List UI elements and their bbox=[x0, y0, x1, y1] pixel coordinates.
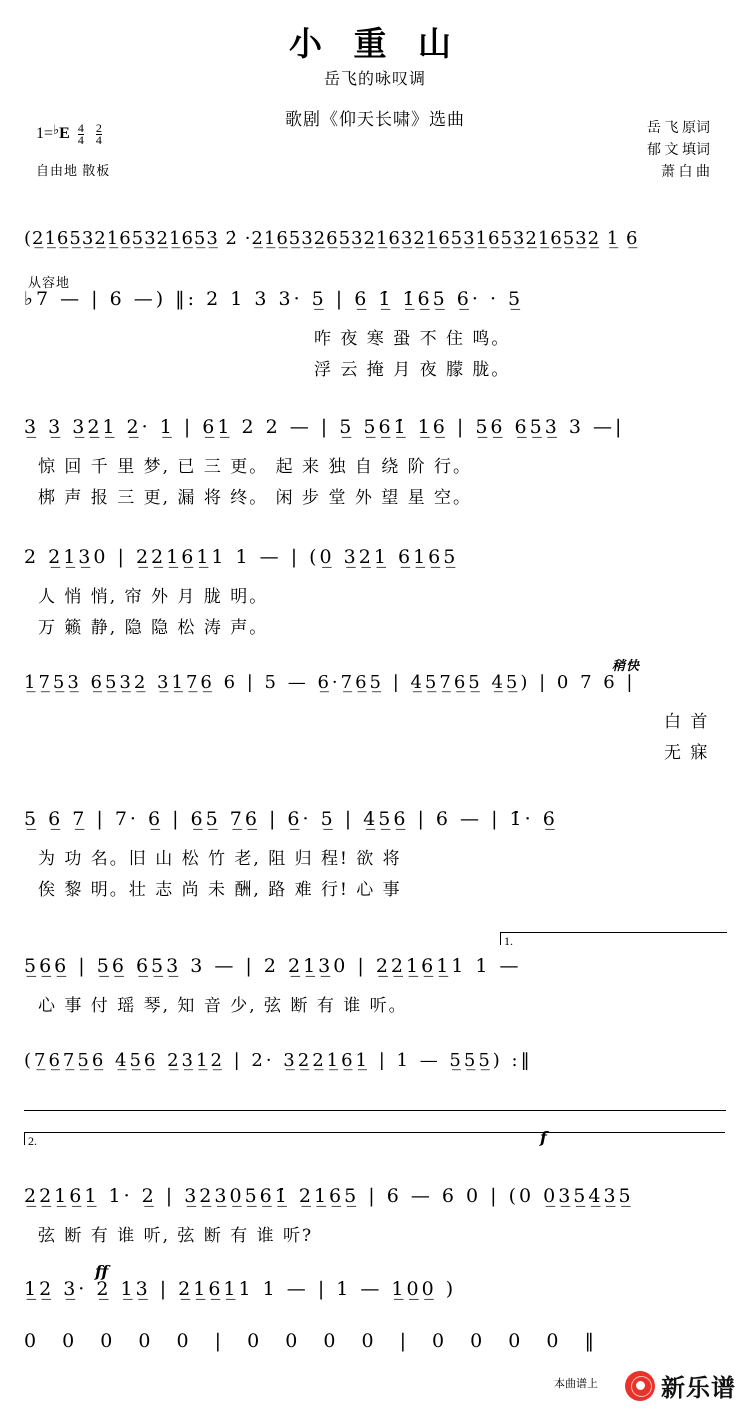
meter-4-4: $\frac{4}{4}$ bbox=[77, 120, 84, 147]
music-system-6 bbox=[24, 808, 724, 900]
lyric-row: 万 籁 静, 隐 隐 松 涛 声。 bbox=[38, 618, 269, 638]
music-system-9 bbox=[24, 1185, 724, 1246]
credit-lyricist: 郁 文 填词 bbox=[647, 143, 710, 158]
note-row: 2 2̲1̲3̲0 | 2̲2̲1̲6̲1̲1 1 — | (0̲ 3̲2̲1̲ 6̲1̲6̲5̲ bbox=[24, 546, 459, 568]
lyric-row: 心 事 付 瑶 琴, 知 音 少, 弦 断 有 谁 听。 bbox=[38, 996, 408, 1016]
music-system-5 bbox=[24, 672, 724, 763]
lyric-row: 无 寐 bbox=[664, 743, 710, 763]
vinyl-disc-icon bbox=[625, 1371, 655, 1401]
note-row: 2̲2̲1̲6̲1̲ 1· 2̲ | 3̲2̲3̲0̲5̲6̲1̲̇ 2̲1̲6̲5̲ | 6 — 6 0 | (0 0̲3̲5̲4̲3̲5̲ bbox=[24, 1185, 634, 1207]
note-row: 0 0 0 0 0 | 0 0 0 0 | 0 0 0 0 ‖ bbox=[24, 1330, 605, 1352]
subtitle-aria: 岳飞的咏叹调 bbox=[323, 71, 426, 88]
site-logo[interactable] bbox=[625, 1368, 736, 1403]
lyric-row: 人 悄 悄, 帘 外 月 胧 明。 bbox=[38, 587, 269, 607]
lyric-row: 咋 夜 寒 蛩 不 住 鸣。 bbox=[314, 329, 511, 349]
note-row: 1̲7̲5̲3̲ 6̲5̲3̲2̲ 3̲1̲7̲6̲ 6 | 5 — 6̲·7̲6̲5̲ | 4̲5̲7̲6̲5̲ 4̲5̲) | 0 7 6 | bbox=[24, 672, 636, 693]
key-label: 1= bbox=[36, 125, 54, 142]
note-row: 5̲ 6̲ 7̲ | 7· 6̲ | 6̲5̲ 7̲6̲ | 6̲· 5̲ | 4̲5̲6̲ | 6 — | 1̇· 6̲ bbox=[24, 808, 558, 830]
meter-2-4: $\frac{2}{4}$ bbox=[95, 120, 102, 147]
music-system-1 bbox=[24, 228, 724, 249]
note-row: 3̲ 3̲ 3̲2̲1̲ 2̲· 1̲ | 6̲1̲ 2 2 — | 5̲ 5̲6̲1̲̇ 1̲6̲ | 5̲6̲ 6̲5̲3̲ 3 —| bbox=[24, 416, 625, 438]
lyric-row: 弦 断 有 谁 听, 弦 断 有 谁 听? bbox=[38, 1226, 314, 1246]
music-system-8 bbox=[24, 1050, 724, 1071]
lyric-row: 惊 回 千 里 梦, 已 三 更。 起 来 独 自 绕 阶 行。 bbox=[38, 457, 473, 477]
dynamic-fortissimo: ff bbox=[95, 1262, 109, 1281]
note-row: (7̲6̲7̲5̲6̲ 4̲5̲6̲ 2̲3̲1̲2̲ | 2· 3̲2̲2̲1̲6̲1̲ | 1 — 5̲5̲5̲) :‖ bbox=[24, 1050, 533, 1071]
lyric-row: 俟 黎 明。壮 志 尚 未 酬, 路 难 行! 心 事 bbox=[38, 880, 402, 900]
flat-symbol: ♭ bbox=[53, 122, 60, 137]
logo-label: 新乐谱 bbox=[661, 1373, 736, 1402]
credit-composer: 萧 白 曲 bbox=[661, 165, 710, 180]
key-signature bbox=[36, 122, 106, 146]
music-system-4 bbox=[24, 546, 724, 638]
key-note: E bbox=[59, 125, 70, 142]
volta-bracket-1 bbox=[500, 932, 727, 945]
credits bbox=[647, 118, 710, 184]
lyric-row: 浮 云 掩 月 夜 朦 胧。 bbox=[314, 360, 511, 380]
tempo-marking-free: 自由地 散板 bbox=[36, 163, 111, 178]
music-system-10 bbox=[24, 1278, 724, 1300]
lyric-row: 为 功 名。旧 山 松 竹 老, 阻 归 程! 欲 将 bbox=[38, 849, 402, 869]
footer-note: 本曲谱上 bbox=[554, 1378, 598, 1390]
note-row: ♭7 — | 6 —) ‖: 2 1 3 3· 5̲ | 6̲ 1̲̇ 1̲̇6̲5̲ 6̲· · 5̲ bbox=[24, 288, 524, 310]
music-system-11 bbox=[24, 1330, 724, 1352]
section-divider bbox=[24, 1110, 726, 1111]
credit-lyricist-original: 岳 飞 原词 bbox=[647, 121, 710, 136]
dynamic-forte: f bbox=[540, 1128, 547, 1147]
note-row: 1̲2̲ 3̲· 2̲ 1̲3̲ | 2̲1̲6̲1̲1 1 — | 1 — 1̲0̲0̲ ) bbox=[24, 1278, 457, 1300]
music-system-7 bbox=[24, 955, 724, 1016]
volta-label-2: 2. bbox=[28, 1134, 37, 1148]
page-title: 小 重 山 bbox=[289, 24, 461, 63]
volta-label-1: 1. bbox=[504, 934, 513, 948]
tempo-marking-slow: 从容地 bbox=[28, 275, 71, 290]
music-system-3 bbox=[24, 416, 724, 508]
subtitle-opera: 歌剧《仰天长啸》选曲 bbox=[285, 110, 465, 129]
note-row: (2̲1̲6̲5̲3̲2̲1̲6̲5̲3̲2̲1̲6̲5̲3̲ 2̇ ·2̲1̲6̲5̲3̲2̲6̲5̲3̲2̲1̲6̲3̲2̲1̲6̲5̲3̲1̲6̲5̲3̲2̲1̲6̲5̲3̲2̲ 1̲ 6̲ bbox=[24, 228, 639, 249]
music-system-2 bbox=[24, 288, 724, 380]
tempo-marking-accel: 稍快 bbox=[612, 658, 641, 673]
lyric-row: 梆 声 报 三 更, 漏 将 终。 闲 步 堂 外 望 星 空。 bbox=[38, 488, 473, 508]
note-row: 5̲6̲6̲ | 5̲6̲ 6̲5̲3̲ 3 — | 2 2̲1̲3̲0 | 2̲2̲1̲6̲1̲1 1 — bbox=[24, 955, 522, 977]
lyric-row: 白 首 bbox=[664, 712, 710, 732]
volta-bracket-2 bbox=[24, 1132, 725, 1145]
